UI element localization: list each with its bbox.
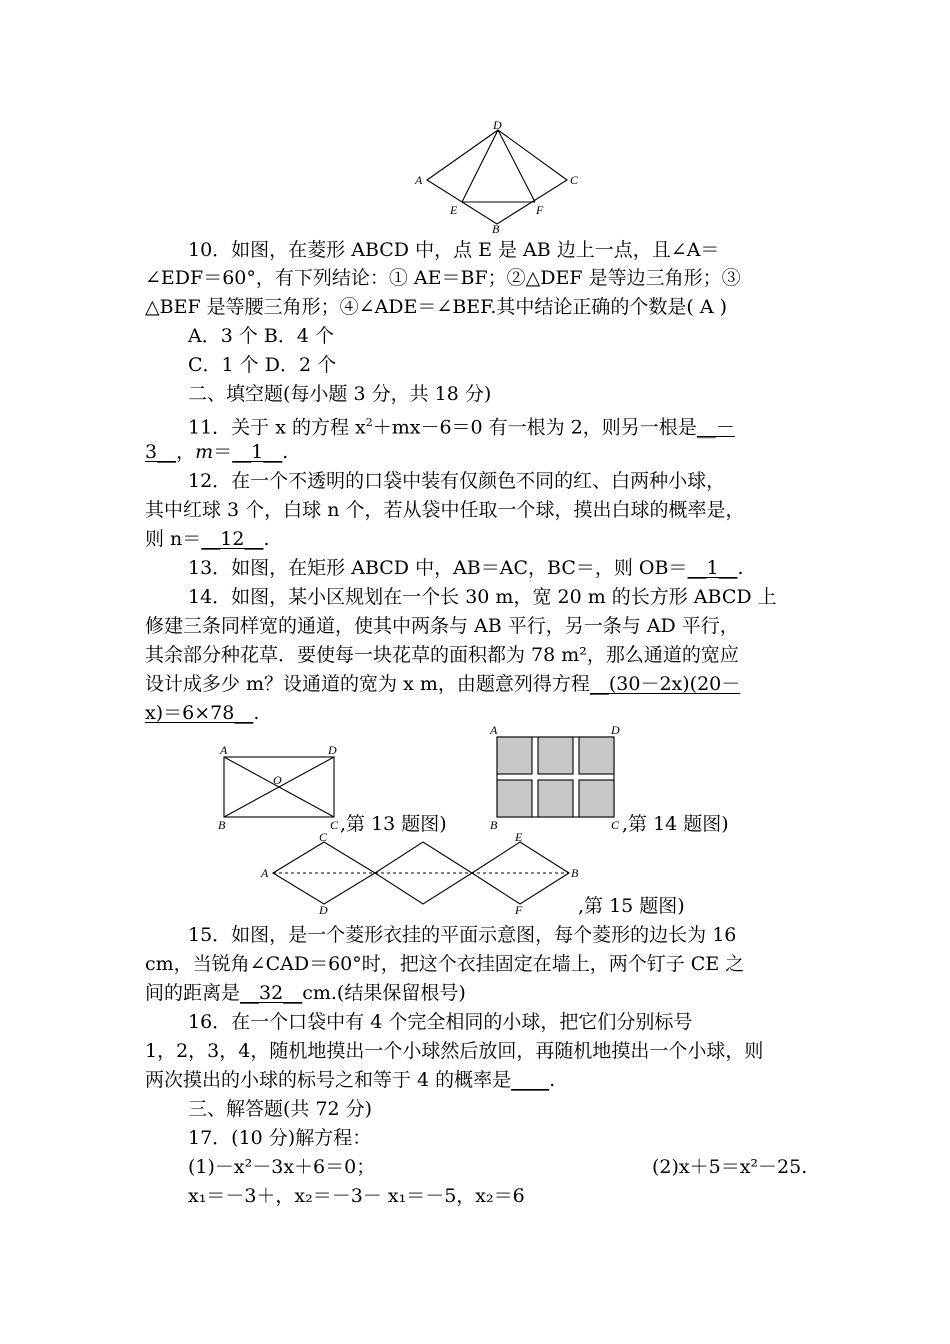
hanger-figure-q15 <box>258 830 588 915</box>
q16-line2: 1，2，3，4，随机地摸出一个小球然后放回，再随机地摸出一个小球，则 <box>145 1040 764 1062</box>
q14-answer-2: x)＝6×78__ <box>145 702 254 724</box>
caption-fig14: ,第 14 题图) <box>622 813 729 835</box>
label-e: E <box>450 203 458 217</box>
label-d: D <box>328 743 337 757</box>
q12-line3: 则 n＝__12__. <box>145 528 270 550</box>
q11-line2: 3__，m＝__1__. <box>145 441 289 463</box>
q17-title: 17．(10 分)解方程： <box>188 1127 372 1149</box>
q14-line5: x)＝6×78__. <box>145 702 260 724</box>
q12-answer: __12__ <box>201 528 264 550</box>
q16-line3: 两次摸出的小球的标号之和等于 4 的概率是____. <box>145 1069 556 1091</box>
section-fill-in-title: 二、填空题(每小题 3 分，共 18 分) <box>188 383 492 405</box>
label-b: B <box>218 818 226 832</box>
q14-answer-1: __(30－2x)(20－ <box>589 673 741 695</box>
q14-line1: 14．如图，某小区规划在一个长 30 m，宽 20 m 的长方形 ABCD 上 <box>188 586 777 608</box>
q17-part2: (2)x＋5＝x²－25. <box>652 1156 808 1178</box>
q10-line3: △BEF 是等腰三角形；④∠ADE＝∠BEF.其中结论正确的个数是( A ) <box>145 296 728 318</box>
caption-fig13: ,第 13 题图) <box>340 813 447 835</box>
q17-part1: (1)－x²－3x＋6＝0； <box>188 1156 376 1178</box>
q10-line2: ∠EDF＝60°，有下列结论：① AE＝BF；②△DEF 是等边三角形；③ <box>145 267 741 289</box>
q14-line4: 设计成多少 m？设通道的宽为 x m，由题意列得方程__(30－2x)(20－ <box>145 673 741 695</box>
q16-answer: ____ <box>511 1069 550 1091</box>
label-d: D <box>493 118 502 132</box>
label-b: B <box>571 866 579 880</box>
label-a: A <box>490 724 498 737</box>
q15-answer: __32__ <box>240 982 303 1004</box>
q10-options-2: C．1 个 D．2 个 <box>188 354 337 376</box>
garden-figure-q14 <box>487 724 627 834</box>
q13-answer: __1__ <box>687 557 738 579</box>
q16-line1: 16．在一个口袋中有 4 个完全相同的小球，把它们分别标号 <box>188 1011 693 1033</box>
q14-line2: 修建三条同样宽的通道，使其中两条与 AB 平行，另一条与 AD 平行， <box>145 615 739 637</box>
q11-line1: 11．关于 x 的方程 $x^2+mx-6=0$ 有一根为 2，则另一根是__－ <box>188 416 735 439</box>
q11-answer-1: __－ <box>696 416 735 439</box>
label-c: C <box>570 173 579 187</box>
label-d: D <box>319 903 328 915</box>
q15-line2: cm，当锐角∠CAD＝60°时，把这个衣挂固定在墙上，两个钉子 CE 之 <box>145 953 745 975</box>
label-b: B <box>490 818 498 832</box>
q12-line1: 12．在一个不透明的口袋中装有仅颜色不同的红、白两种小球， <box>188 470 726 492</box>
label-a: A <box>220 743 228 757</box>
label-b: B <box>492 222 500 233</box>
q10-options-1: A．3 个 B．4 个 <box>188 325 334 347</box>
label-a: A <box>261 866 269 880</box>
label-e: E <box>515 830 523 844</box>
label-a: A <box>415 173 423 187</box>
q12-line2: 其中红球 3 个，白球 n 个，若从袋中任取一个球，摸出白球的概率是， <box>145 499 745 521</box>
q14-line3: 其余部分种花草．要使每一块花草的面积都为 78 m²，那么通道的宽应 <box>145 644 739 666</box>
label-d: D <box>611 724 620 737</box>
label-o: O <box>273 773 282 787</box>
label-f: F <box>515 903 523 915</box>
section-solve-title: 三、解答题(共 72 分) <box>188 1098 373 1120</box>
q17-solution: x₁＝－3＋，x₂＝－3－ x₁＝－5，x₂＝6 <box>188 1185 525 1207</box>
label-f: F <box>536 203 544 217</box>
label-c: C <box>319 830 328 844</box>
q11-answer-2: __1__ <box>232 441 283 463</box>
q10-line1: 10．如图，在菱形 ABCD 中，点 E 是 AB 边上一点，且∠A＝ <box>188 239 720 261</box>
label-c: C <box>611 818 620 832</box>
q15-line3: 间的距离是__32__cm.(结果保留根号) <box>145 982 466 1004</box>
label-c: C <box>330 818 339 832</box>
q15-line1: 15．如图，是一个菱形衣挂的平面示意图，每个菱形的边长为 16 <box>188 924 737 946</box>
caption-fig15: ,第 15 题图) <box>578 895 685 917</box>
q13-line: 13．如图，在矩形 ABCD 中，AB＝AC，BC＝，则 OB＝__1__. <box>188 557 744 579</box>
rectangle-figure-q13 <box>215 742 345 832</box>
rhombus-figure-q10 <box>410 118 585 233</box>
